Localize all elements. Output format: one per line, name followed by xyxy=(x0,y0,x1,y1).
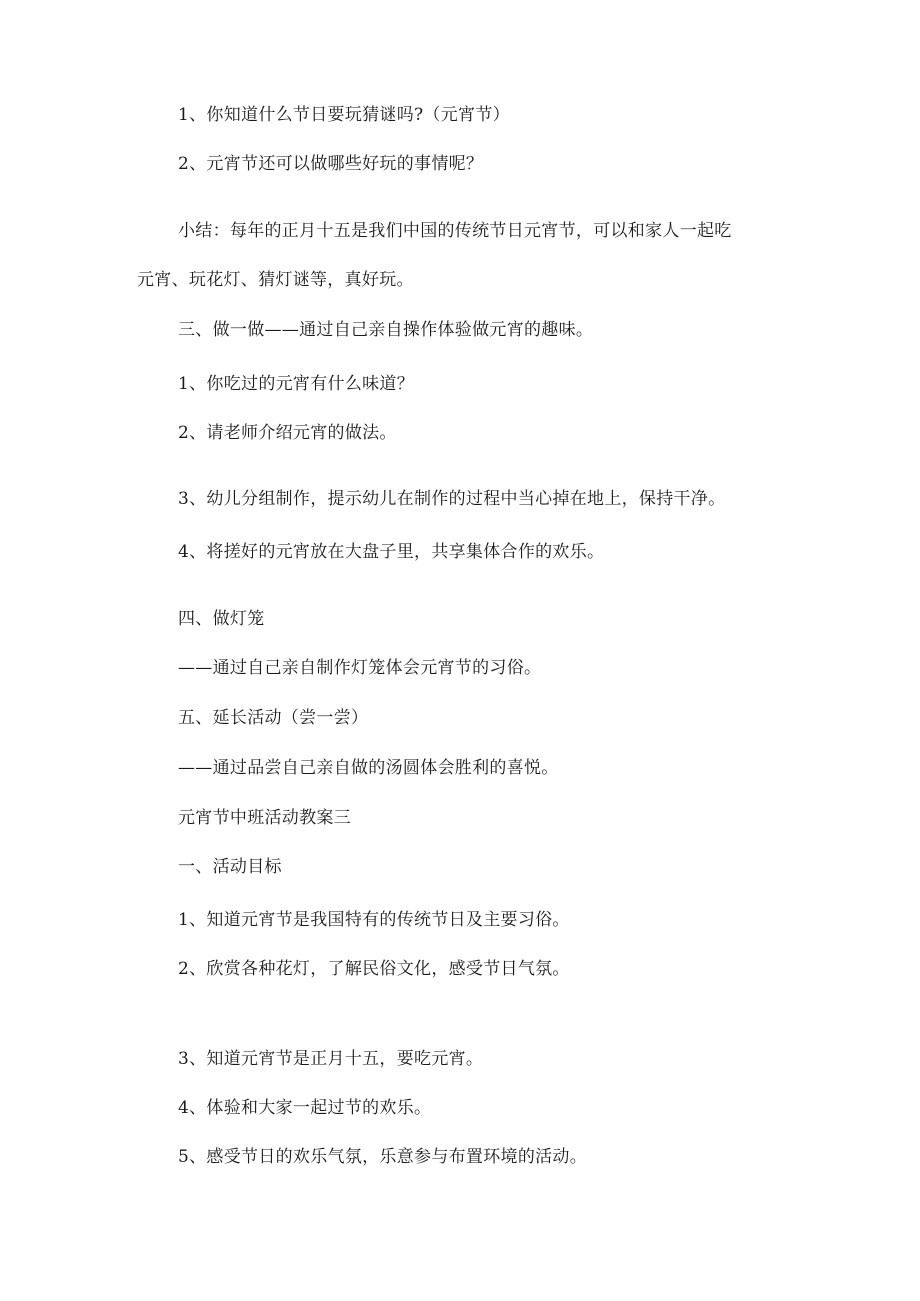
goal-item-3: 3、知道元宵节是正月十五，要吃元宵。 xyxy=(178,1049,484,1069)
section-five-detail: ——通过品尝自己亲自做的汤圆体会胜利的喜悦。 xyxy=(178,758,559,778)
lesson-plan-title: 元宵节中班活动教案三 xyxy=(178,808,351,828)
question-line-2: 2、元宵节还可以做哪些好玩的事情呢？ xyxy=(178,154,484,174)
summary-line-2: 元宵、玩花灯、猜灯谜等，真好玩。 xyxy=(137,270,414,290)
section-three-item-3: 3、幼儿分组制作，提示幼儿在制作的过程中当心掉在地上，保持干净。 xyxy=(178,489,726,509)
goals-heading: 一、活动目标 xyxy=(178,857,282,877)
summary-line-1: 小结：每年的正月十五是我们中国的传统节日元宵节，可以和家人一起吃 xyxy=(178,221,732,241)
section-three-item-4: 4、将搓好的元宵放在大盘子里，共享集体合作的欢乐。 xyxy=(178,542,605,562)
goal-item-5: 5、感受节日的欢乐气氛，乐意参与布置环境的活动。 xyxy=(178,1147,588,1167)
section-five-heading: 五、延长活动（尝一尝） xyxy=(178,708,369,728)
section-three-item-2: 2、请老师介绍元宵的做法。 xyxy=(178,423,397,443)
goal-item-4: 4、体验和大家一起过节的欢乐。 xyxy=(178,1098,432,1118)
section-four-heading: 四、做灯笼 xyxy=(178,609,265,629)
section-three-item-1: 1、你吃过的元宵有什么味道？ xyxy=(178,374,415,394)
goal-item-1: 1、知道元宵节是我国特有的传统节日及主要习俗。 xyxy=(178,910,570,930)
section-three-heading: 三、做一做——通过自己亲自操作体验做元宵的趣味。 xyxy=(178,320,594,340)
goal-item-2: 2、欣赏各种花灯，了解民俗文化，感受节日气氛。 xyxy=(178,959,570,979)
question-line-1: 1、你知道什么节日要玩猜谜吗?（元宵节） xyxy=(178,105,510,125)
section-four-detail: ——通过自己亲自制作灯笼体会元宵节的习俗。 xyxy=(178,658,542,678)
